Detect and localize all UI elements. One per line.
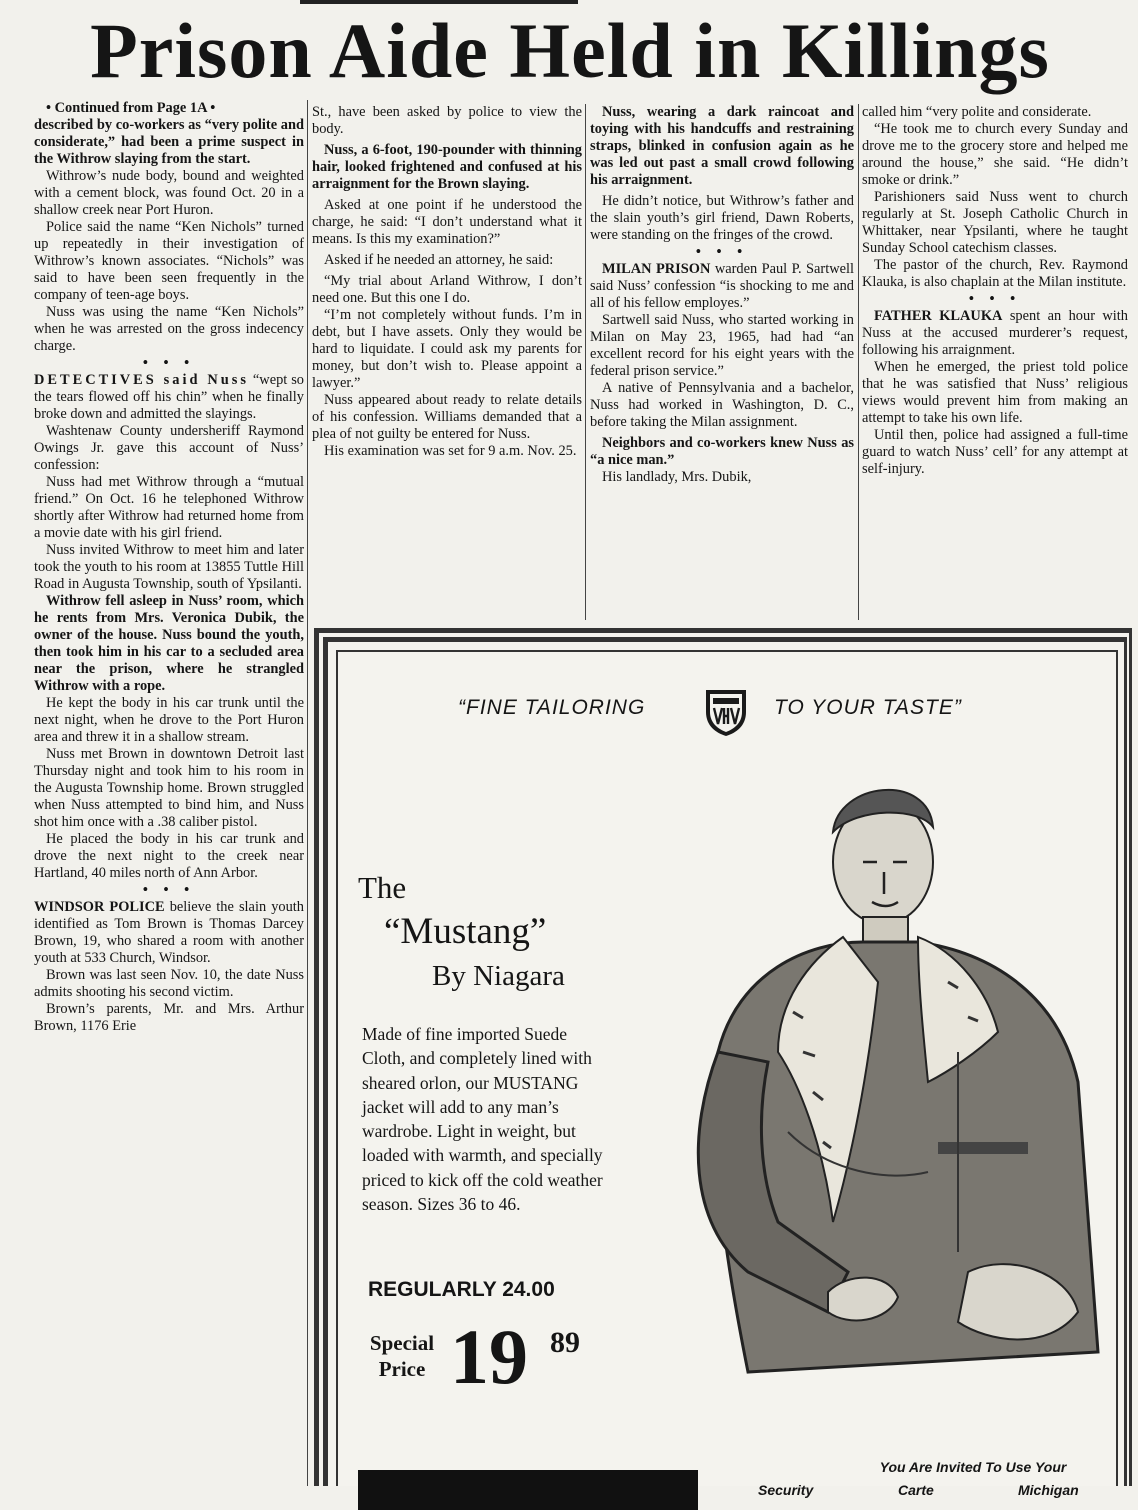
paragraph (862, 308, 1128, 359)
paragraph: Washtenaw County undersheriff Raymond Owings Jr. gave this account of Nuss’ confession: (34, 423, 304, 473)
paragraph (34, 899, 304, 967)
paragraph: Nuss appeared about ready to relate details of his confession. Williams demanded that a plea of not guilty be entered for Nuss. (312, 392, 582, 442)
special-price-label: Special Price (369, 1331, 435, 1381)
paragraph: Nuss was using the name “Ken Nichols” when he was arrested on the gross indecency charge. (34, 304, 304, 354)
tagline-right: TO YOUR TASTE” (774, 696, 962, 719)
paragraph: called him “very polite and considerate. (862, 104, 1092, 120)
column-rule (307, 100, 308, 1486)
paragraph: Nuss had met Withrow through a “mutual friend.” On Oct. 16 he telephoned Withrow shortly after Withrow had returned home from a movie date with his girl friend. (34, 474, 304, 541)
paragraph: Withrow fell asleep in Nuss’ room, which he rents from Mrs. Veronica Dubik, the owner of the house. Nuss bound the youth, then took him in his car to a secluded area near the prison, where he strangled Withrow with a rope. (34, 593, 304, 694)
lead-in: MILAN PRISON (602, 261, 711, 277)
lead-in: FATHER KLAUKA (874, 308, 1003, 324)
paragraph-text: warden Paul P. Sartwell said Nuss’ confession “is shocking to me and all of his fellow employes.” (590, 261, 854, 311)
ad-tagline (458, 686, 1018, 736)
card-security: Security (758, 1482, 814, 1498)
column-rule (858, 104, 859, 620)
paragraph: Until then, police had assigned a full-time guard to watch Nuss’ cell’ for any attempt at self-injury. (862, 427, 1128, 477)
article-column-1 (34, 100, 304, 1486)
card-carte: Carte (898, 1482, 934, 1498)
price-dollars: 19 (450, 1313, 528, 1400)
lead-in: WINDSOR POLICE (34, 899, 165, 915)
paragraph: Nuss invited Withrow to meet him and later took the youth to his room at 13855 Tuttle Hill Road in Augusta Township, south of Ypsilanti. (34, 542, 304, 592)
paragraph: Asked at one point if he understood the charge, he said: “I don’t understand what it means. Is this my examination?” (312, 197, 582, 247)
ad-frame (336, 650, 1118, 1498)
paragraph: Brown’s parents, Mr. and Mrs. Arthur Brown, 1176 Erie (34, 1001, 304, 1034)
top-rule (300, 0, 578, 4)
crest-logo-icon (700, 686, 752, 738)
article-column-2 (312, 104, 582, 620)
continued-label: • Continued from Page 1A • (46, 100, 216, 116)
paragraph: Brown was last seen Nov. 10, the date Nuss admits shooting his second victim. (34, 967, 304, 1000)
article-column-3 (590, 104, 854, 620)
paragraph: The pastor of the church, Rev. Raymond Klauka, is also chaplain at the Milan institute. (862, 257, 1128, 290)
article-column-4 (862, 104, 1128, 620)
price-cents: 89 (550, 1326, 580, 1359)
charge-invite: You Are Invited To Use Your (879, 1459, 1067, 1475)
paragraph: described by co-workers as “very polite and considerate,” had been a prime suspect in the Withrow slaying from the start. (34, 117, 304, 167)
paragraph: His landlady, Mrs. Dubik, (602, 469, 752, 485)
man-in-jacket-illustration (628, 752, 1128, 1432)
product-description: Made of fine imported Suede Cloth, and completely lined with sheared orlon, our MUSTANG jacket will add to any man’s wardrobe. Light in weight, but loaded with warmth, and specially priced to kick off the cold weather season. Sizes 36 to 46. (362, 1024, 603, 1215)
brand-name: By Niagara (432, 960, 565, 992)
paragraph: Nuss, wearing a dark raincoat and toying with his handcuffs and restraining straps, blinked in confusion again as he was led out past a small crowd following his arraignment. (590, 104, 854, 188)
paragraph: St., have been asked by police to view the body. (312, 104, 582, 137)
product-name: “Mustang” (384, 911, 547, 952)
paragraph-text: believe the slain youth identified as Tom Brown is Thomas Darcey Brown, 19, who shared a room with another youth at 533 Church, Windsor. (34, 899, 304, 966)
paragraph: Sartwell said Nuss, who started working in Milan on May 23, 1965, had had “an excellent record for his eight years with the federal prison service.” (590, 312, 854, 379)
paragraph (34, 372, 304, 423)
mustang-advertisement (314, 628, 1132, 1498)
card-michigan: Michigan (1018, 1482, 1079, 1498)
column-rule (585, 104, 586, 620)
headline: Prison Aide Held in Killings (90, 7, 1050, 94)
section-break: • • • (968, 291, 1022, 307)
paragraph: Nuss, a 6-foot, 190-pounder with thinning hair, looked frightened and confused at his arraignment for the Brown slaying. (312, 142, 582, 192)
regular-price: REGULARLY 24.00 (368, 1278, 555, 1301)
paragraph (590, 261, 854, 312)
paragraph: Withrow’s nude body, bound and weighted with a cement block, was found Oct. 20 in a shallow creek near Port Huron. (34, 168, 304, 218)
paragraph-text: “wept so the tears flowed off his chin” when he finally broke down and admitted the slayings. (34, 372, 304, 422)
paragraph: When he emerged, the priest told police that he was satisfied that Nuss’ religious views would prevent him from making an attempt to take his own life. (862, 359, 1128, 426)
section-break: • • • (142, 355, 196, 371)
paragraph: “I’m not completely without funds. I’m in debt, but I have assets. Only they would be hard to liquidate. I could ask my parents for money, but don’t wish to. Please appoint a lawyer.” (312, 307, 582, 391)
paragraph: Parishioners said Nuss went to church regularly at St. Joseph Catholic Church in Whittaker, near Ypsilanti, where he taught Sunday School catechism classes. (862, 189, 1128, 256)
paragraph: Police said the name “Ken Nichols” turned up repeatedly in their investigation of Withrow’s known associates. “Nichols” was said to have been seen frequently in the company of teen-age boys. (34, 219, 304, 303)
paragraph-text: spent an hour with Nuss at the accused murderer’s request, following his arraignment. (862, 308, 1128, 358)
paragraph: Nuss met Brown in downtown Detroit last Thursday night and took him to his room in the Augusta Township home. Brown struggled when Nuss attempted to bind him, and Nuss shot him once with a .38 caliber pistol. (34, 746, 304, 830)
tagline-left: “FINE TAILORING (458, 696, 646, 719)
ad-the: The (358, 870, 407, 905)
lead-in: DETECTIVES said Nuss (34, 372, 249, 388)
paragraph: He didn’t notice, but Withrow’s father and the slain youth’s girl friend, Dawn Roberts, were standing on the fringes of the crowd. (590, 193, 854, 243)
paragraph: Neighbors and co-workers knew Nuss as “a nice man.” (590, 435, 854, 468)
paragraph: His examination was set for 9 a.m. Nov. 25. (324, 443, 577, 459)
section-break: • • • (142, 882, 196, 898)
paragraph: He kept the body in his car trunk until the next night, when he drove to the Port Huron area and threw it in a shallow stream. (34, 695, 304, 745)
section-break: • • • (695, 244, 749, 260)
ad-bottom-banner (358, 1470, 698, 1510)
paragraph: “He took me to church every Sunday and drove me to the grocery store and helped me around the house,” she said. “He didn’t smoke or drink.” (862, 121, 1128, 188)
paragraph: He placed the body in his car trunk and drove the next night to the creek near Hartland, 40 miles north of Ann Arbor. (34, 831, 304, 881)
paragraph: A native of Pennsylvania and a bachelor, Nuss had worked in Washington, D. C., before taking the Milan assignment. (590, 380, 854, 430)
paragraph: “My trial about Arland Withrow, I don’t need one. But this one I do. (312, 273, 582, 306)
paragraph: Asked if he needed an attorney, he said: (324, 252, 554, 268)
